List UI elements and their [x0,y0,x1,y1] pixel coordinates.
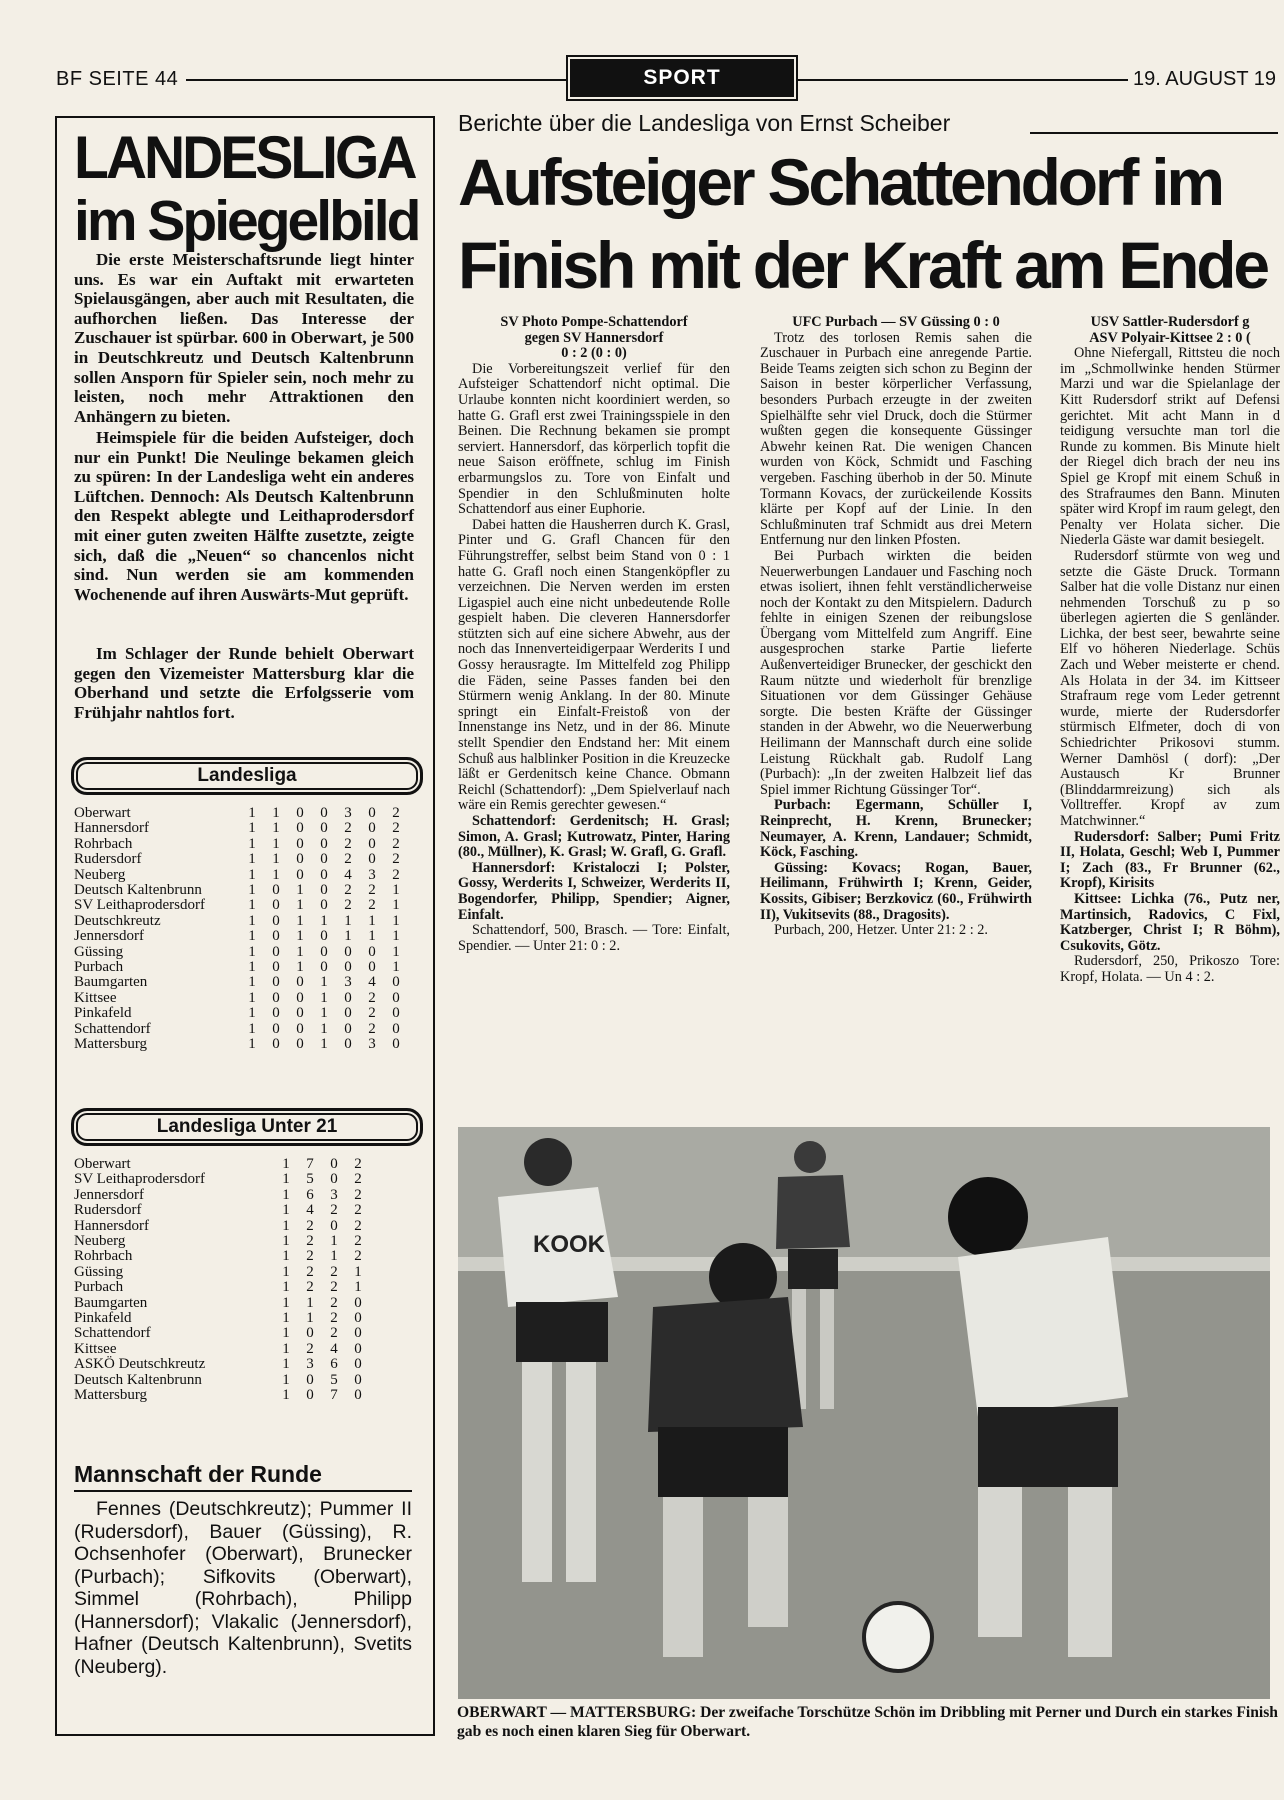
stat-cell: 0 [392,1005,400,1022]
table-row [74,821,408,836]
stat-cell: 0 [320,820,328,837]
stat-cell: 0 [272,897,280,914]
stat-cell: 1 [354,1263,362,1280]
match-heading: SV Photo Pompe-Schattendorf [500,314,688,330]
stat-cell: 0 [368,959,376,976]
stat-cell: 0 [272,943,280,960]
stat-cell: 2 [368,897,376,914]
stat-cell: 1 [282,1279,290,1296]
article-column-1 [458,314,730,954]
stat-cell: 1 [282,1371,290,1388]
stat-cell: 2 [354,1217,362,1234]
stat-cell: 0 [354,1294,362,1311]
stat-cell: 1 [296,943,304,960]
page-number: BF SEITE 44 [56,68,179,90]
stat-cell: 1 [272,866,280,883]
table-row [74,1326,370,1341]
table-row [74,914,408,929]
sidebar-paragraph: Heimspiele für die beiden Aufsteiger, doch nur ein Punkt! Die Neulinge bekamen gleich zu spüren: In der Landesliga weht ein anderes Lüftchen. Dennoch: Als Deutsch Kaltenbrunn den Respekt ablegte und Leithaprodersdorf mit einer guten zweiten Hälfte zusetzte, zeigte sich, daß die „Neuen“ so chancenlos nicht sind. Nun werden sie am kommenden Wochenende auf ihren Auswärts-Mut geprüft. [74,428,414,604]
stat-cell: 4 [330,1340,338,1357]
stat-cell: 2 [306,1340,314,1357]
stat-cell: 1 [282,1263,290,1280]
table-row [74,1296,370,1311]
team-name: Rudersdorf [74,1202,142,1219]
article-kicker: Berichte über die Landesliga von Ernst Scheiber [458,110,951,136]
team-of-round-text: Fennes (Deutschkreutz); Pummer II (Rudersdorf), Bauer (Güssing), R. Ochsenhofer (Oberwart), Brunecker (Purbach); Sifkovits (Oberwart), Simmel (Rohrbach), Philipp (Hannersdorf); Vlakalic (Jennersdorf), Hafner (Deutsch Kaltenbrunn), Svetits (Neuberg). [74,1498,412,1678]
standings-table [74,806,408,1053]
stat-cell: 0 [272,1036,280,1053]
stat-cell: 1 [296,897,304,914]
stat-cell: 0 [320,835,328,852]
table-row [74,1157,370,1172]
stat-cell: 1 [320,989,328,1006]
stat-cell: 6 [330,1356,338,1373]
sidebar-title: LANDESLIGA [74,124,415,192]
stat-cell: 2 [354,1233,362,1250]
team-name: Güssing [74,1263,124,1280]
stat-cell: 6 [306,1186,314,1203]
stat-cell: 3 [306,1356,314,1373]
article-paragraph: Die Vorbereitungszeit verlief für den Aufsteiger Schattendorf nicht optimal. Die Urlaube konnten nicht koordiniert werden, so hatte G. Grafl erst zwei Trainingsspiele in den Beinen. Die Rechnung bekamen sie prompt serviert. Hannersdorf, das körperlich topfit die neue Saison eröffnete, schlug im Finish erbarmungslos zu. Tore von Einfalt und Spendier in den Schlußminuten holte Schattendorf aus einer Euphorie. [458,360,730,518]
stat-cell: 4 [368,974,376,991]
stat-cell: 1 [248,989,256,1006]
stat-cell: 2 [306,1263,314,1280]
team-name: Rohrbach [74,835,133,852]
match-photo [458,1127,1270,1699]
stat-cell: 0 [296,835,304,852]
stat-cell: 0 [368,835,376,852]
team-name: Hannersdorf [74,820,149,837]
stat-cell: 1 [296,959,304,976]
stat-cell: 1 [320,1020,328,1037]
team-name: Neuberg [74,866,126,883]
stat-cell: 1 [354,1279,362,1296]
stat-cell: 5 [306,1171,314,1188]
stat-cell: 1 [368,928,376,945]
stat-cell: 0 [344,959,352,976]
stat-cell: 2 [368,1020,376,1037]
stat-cell: 2 [344,820,352,837]
stat-cell: 2 [354,1248,362,1265]
article-paragraph: Trotz des torlosen Remis sahen die Zuschauer in Purbach eine anregende Partie. Beide Teams zeigten sich schon zu Beginn der Saison in bester körperlicher Verfassung, besonders Purbach erzeugte in der zweiten Spielhälfte sehr viel Druck, doch die Stürmer wußten gegen die konsequente Güssinger Abwehr keinen Rat. Die wenigen Chancen wurden von Köck, Schmidt und Fasching vergeben. Fasching überhob in der 50. Minute Tormann Kovacs, der zurückeilende Kossits klärte per Kopf auf der Linie. In den Schlußminuten traf Schmidt aus drei Metern Entfernung nur den linken Pfosten. [760,329,1032,549]
shirt-sponsor: KOOK [533,1231,605,1258]
stat-cell: 1 [248,943,256,960]
stat-cell: 0 [296,1036,304,1053]
stat-cell: 2 [354,1186,362,1203]
article-column-2 [760,314,1032,939]
team-name: Purbach [74,959,124,976]
table-row [74,868,408,883]
stat-cell: 0 [354,1371,362,1388]
table-row [74,1006,408,1021]
stat-cell: 0 [320,866,328,883]
team-name: Mattersburg [74,1036,148,1053]
stat-cell: 0 [306,1371,314,1388]
table-row [74,1234,370,1249]
stat-cell: 1 [248,1020,256,1037]
stat-cell: 1 [248,897,256,914]
team-of-round-title: Mannschaft der Runde [74,1461,322,1487]
table-row [74,806,408,821]
match-heading: ASV Polyair-Kittsee 2 : 0 ( [1089,329,1251,346]
match-heading: UFC Purbach — SV Güssing 0 : 0 [792,314,1000,330]
table-row [74,883,408,898]
stat-cell: 0 [320,805,328,821]
stat-cell: 0 [344,1005,352,1022]
stat-cell: 0 [320,882,328,899]
stat-cell: 2 [392,820,400,837]
table-row [74,1357,370,1372]
stat-cell: 1 [248,805,256,821]
team-name: Jennersdorf [74,928,144,945]
stat-cell: 0 [272,882,280,899]
stat-cell: 0 [320,928,328,945]
stat-cell: 0 [296,851,304,868]
stat-cell: 2 [330,1279,338,1296]
stat-cell: 0 [296,805,304,821]
table-row [74,1022,408,1037]
stat-cell: 1 [272,851,280,868]
stat-cell: 0 [272,912,280,929]
stat-cell: 1 [330,1248,338,1265]
lineup-paragraph: Rudersdorf: Salber; Pumi Fritz II, Holata, Geschl; Web I, Pummer I; Zach (83., Fr Brunner (62., Kropf), Kirisits [1060,828,1280,892]
photo-caption: OBERWART — MATTERSBURG: Der zweifache Torschütze Schön im Dribbling mit Perner und Durch ein starkes Finish gab es noch einen klaren Sieg für Oberwart. [457,1704,1278,1740]
stat-cell: 2 [306,1248,314,1265]
stat-cell: 0 [344,1020,352,1037]
team-of-round-rule [74,1490,412,1492]
stat-cell: 1 [392,882,400,899]
stat-cell: 1 [248,928,256,945]
stat-cell: 5 [330,1371,338,1388]
stat-cell: 1 [272,805,280,821]
stat-cell: 2 [330,1263,338,1280]
stat-cell: 2 [392,866,400,883]
stat-cell: 0 [272,989,280,1006]
stat-cell: 0 [354,1387,362,1404]
stat-cell: 1 [320,1036,328,1053]
stat-cell: 1 [282,1202,290,1219]
stat-cell: 7 [306,1156,314,1172]
stat-cell: 0 [330,1217,338,1234]
stat-cell: 1 [296,882,304,899]
sidebar-paragraph: Im Schlager der Runde behielt Oberwart gegen den Vizemeister Mattersburg klar die Oberhand und setzte die Erfolgsserie vom Frühjahr nahtlos fort. [74,644,414,722]
article-paragraph: Dabei hatten die Hausherren durch K. Grasl, Pinter und G. Grafl Chancen für den Führungstreffer, selbst beim Stand von 0 : 1 hatte G. Grafl noch einen Stangenköpfler zu verzeichnen. Die Nerven werden im ersten Ligaspiel auch eine nicht unbedeutende Rolle gespielt haben. Die cleveren Hannersdorfer stützten sich auf eine sichere Abwehr, aus der noch das Innenverteidigerpaar Werderits I und Gossy herausragte. Im Mittelfeld zog Philipp die Fäden, seine Passes fanden bei den Stürmern wenig Anklang. In der 80. Minute springt ein Einfalt-Freistoß von der Innenstange ins Netz, und in der 86. Minute stellt Spendier den Endstand her: Mit einem Schuß aus halblinker Position in die Kreuzecke läßt er Gerdenitsch keine Chance. Obmann Reichl (Schattendorf): „Dem Spielverlauf nach wäre ein Remis gerechter gewesen.“ [458,516,730,814]
table-row [74,1280,370,1295]
u21-table-title: Landesliga Unter 21 [71,1108,423,1146]
stat-cell: 0 [320,943,328,960]
stat-cell: 1 [248,1036,256,1053]
stat-cell: 2 [330,1310,338,1327]
stat-cell: 1 [282,1217,290,1234]
stat-cell: 1 [248,820,256,837]
stat-cell: 1 [392,897,400,914]
stat-cell: 2 [344,897,352,914]
stat-cell: 2 [368,989,376,1006]
team-name: Oberwart [74,805,131,821]
stat-cell: 3 [344,974,352,991]
headline-line-1: Aufsteiger Schattendorf im [458,145,1222,219]
stat-cell: 0 [306,1325,314,1342]
stat-cell: 1 [282,1340,290,1357]
stat-cell: 1 [248,851,256,868]
table-row [74,1342,370,1357]
stat-cell: 2 [306,1217,314,1234]
photo-illustration [458,1127,1270,1699]
stat-cell: 1 [282,1356,290,1373]
stat-cell: 1 [344,928,352,945]
stat-cell: 0 [296,989,304,1006]
table-row [74,929,408,944]
table-row [74,1037,408,1052]
table-row [74,960,408,975]
stat-cell: 1 [282,1156,290,1172]
stat-cell: 0 [296,820,304,837]
stat-cell: 3 [368,866,376,883]
stat-cell: 0 [272,1020,280,1037]
stat-cell: 0 [330,1156,338,1172]
stat-cell: 1 [248,835,256,852]
stat-cell: 0 [344,1036,352,1053]
stat-cell: 1 [344,912,352,929]
table-row [74,1388,370,1403]
stat-cell: 1 [282,1248,290,1265]
stat-cell: 1 [320,912,328,929]
stat-cell: 0 [344,989,352,1006]
stat-cell: 0 [392,974,400,991]
stat-cell: 0 [344,943,352,960]
stat-cell: 2 [368,882,376,899]
team-name: Oberwart [74,1156,131,1172]
stat-cell: 0 [368,851,376,868]
headline-line-2: Finish mit der Kraft am Ende [458,228,1267,302]
stat-cell: 2 [330,1325,338,1342]
lineup-paragraph: Hannersdorf: Kristaloczi I; Polster, Gossy, Werderits I, Schweizer, Werderits II, Bogendorfer, Philipp, Spendier; Aigner, Einfalt. [458,859,730,923]
stat-cell: 4 [344,866,352,883]
stat-cell: 1 [282,1294,290,1311]
team-name: Hannersdorf [74,1217,149,1234]
header-rule-right [796,79,1128,81]
table-row [74,1373,370,1388]
stat-cell: 1 [306,1310,314,1327]
table-row [74,1188,370,1203]
table-row [74,991,408,1006]
stat-cell: 0 [368,820,376,837]
lineup-paragraph: Purbach: Egermann, Schüller I, Reinprecht, H. Krenn, Brunecker; Neumayer, A. Krenn, Landauer; Schmidt, Köck, Fasching. [760,797,1032,861]
stat-cell: 1 [272,835,280,852]
stat-cell: 1 [296,912,304,929]
stat-cell: 1 [392,943,400,960]
u21-standings-table [74,1157,370,1404]
team-name: Kittsee [74,1340,117,1357]
stat-cell: 1 [248,912,256,929]
stat-cell: 1 [368,912,376,929]
stat-cell: 1 [248,866,256,883]
stat-cell: 0 [306,1387,314,1404]
match-facts: Purbach, 200, Hetzer. Unter 21: 2 : 2. [774,922,989,939]
team-name: Schattendorf [74,1325,151,1342]
stat-cell: 1 [320,974,328,991]
team-name: Güssing [74,943,124,960]
team-name: SV Leithaprodersdorf [74,897,205,914]
stat-cell: 0 [272,1005,280,1022]
sidebar-subtitle: im Spiegelbild [74,189,419,253]
stat-cell: 2 [306,1233,314,1250]
stat-cell: 0 [354,1356,362,1373]
stat-cell: 3 [330,1186,338,1203]
stat-cell: 1 [330,1233,338,1250]
team-name: Kittsee [74,989,117,1006]
stat-cell: 1 [392,959,400,976]
stat-cell: 0 [296,974,304,991]
stat-cell: 0 [320,959,328,976]
stat-cell: 2 [354,1156,362,1172]
team-name: Deutsch Kaltenbrunn [74,882,202,899]
stat-cell: 4 [306,1202,314,1219]
stat-cell: 1 [282,1233,290,1250]
stat-cell: 1 [392,912,400,929]
stat-cell: 0 [296,866,304,883]
table-row [74,1219,370,1234]
sidebar-paragraph: Die erste Meisterschaftsrunde liegt hinter uns. Es war ein Auftakt mit erwarteten Spielausgängen, aber auch mit Resultaten, die aufhorchen ließen. Das Interesse der Zuschauer ist spürbar. 600 in Oberwart, je 500 in Deutschkreutz und Deutsch Kaltenbrunn sollen Ansporn für Spieler sein, noch mehr zu leisten, noch mehr Attraktionen den Anhängern zu bieten. [74,250,414,426]
team-name: Purbach [74,1279,124,1296]
stat-cell: 0 [296,1020,304,1037]
stat-cell: 2 [344,851,352,868]
stat-cell: 0 [296,1005,304,1022]
header-rule-left [186,79,568,81]
lineup-paragraph: Güssing: Kovacs; Rogan, Bauer, Heilimann, Frühwirth I; Krenn, Geider, Kossits, Gibiser; Berzkovicz (60., Frühwirth II), Vukitsevits (88., Dragosits). [760,859,1032,923]
stat-cell: 3 [368,1036,376,1053]
table-row [74,837,408,852]
stat-cell: 1 [248,959,256,976]
article-paragraph: Bei Purbach wirkten die beiden Neuerwerbungen Landauer und Fasching noch etwas isoliert, ihnen fehlt verständlicherweise noch der Kontakt zu den Mitspielern. Dadurch fehlte in einigen Szenen der reibungslose Übergang vom Mittelfeld zum Angriff. Eine ausgesprochen starke Partie lieferte Außenverteidiger Brunecker, der geschickt den Raum nützte und wiederholt für brenzlige Situationen vor dem Güssinger Gehäuse sorgte. Die besten Kräfte der Güssinger standen in der Abwehr, wo die Neuerwerbung Heilimann der Mannschaft durch eine solide Leistung Rückhalt gab. Rudolf Lang (Purbach): „In der zweiten Halbzeit lief das Spiel immer Richtung Güssinger Tor“. [760,547,1032,798]
stat-cell: 0 [272,974,280,991]
article-paragraph: Ohne Niefergall, Rittsteu die noch im „Schmollwinke henden Stürmer Marzi und war die Spielanlage der Kitt Rudersdorf strikt auf Defensi gerichtet. Mit acht Mann in d teidigung versuchte man torl die Runde zu kommen. Bis Minute hielt der Riegel dich brach der neu ins Spiel ge Kropf mit einem Schuß in des Strafraumes den Bann. Minuten später wird Kropf im raum gelegt, den Penalty ver Holata sicher. Die Niederla Gäste war damit besiegelt. [1060,345,1280,549]
stat-cell: 2 [354,1171,362,1188]
stat-cell: 1 [306,1294,314,1311]
kicker-rule [1030,132,1278,134]
match-facts: Schattendorf, 500, Brasch. — Tore: Einfalt, Spendier. — Unter 21: 0 : 2. [458,922,730,954]
team-name: Mattersburg [74,1387,148,1404]
stat-cell: 1 [272,820,280,837]
stat-cell: 7 [330,1387,338,1404]
stat-cell: 2 [392,851,400,868]
team-name: Deutschkreutz [74,912,161,929]
stat-cell: 2 [354,1202,362,1219]
match-heading: USV Sattler-Rudersdorf g [1090,314,1250,330]
stat-cell: 1 [282,1310,290,1327]
stat-cell: 1 [320,1005,328,1022]
stat-cell: 2 [306,1279,314,1296]
stat-cell: 0 [354,1310,362,1327]
stat-cell: 0 [392,1036,400,1053]
lineup-paragraph: Kittsee: Lichka (76., Putz ner, Martinsich, Radovics, C Fixl, Katzberger, Christ I; R Böhm), Csukovits, Götz. [1060,890,1280,954]
table-row [74,975,408,990]
stat-cell: 0 [320,851,328,868]
team-name: ASKÖ Deutschkreutz [74,1356,206,1373]
stat-cell: 1 [282,1387,290,1404]
stat-cell: 0 [354,1340,362,1357]
football [864,1603,932,1671]
stat-cell: 1 [392,928,400,945]
stat-cell: 2 [392,835,400,852]
stat-cell: 0 [368,805,376,821]
stat-cell: 2 [368,1005,376,1022]
table-row [74,1203,370,1218]
issue-date: 19. AUGUST 19 [1133,68,1277,90]
stat-cell: 0 [272,928,280,945]
stat-cell: 1 [248,974,256,991]
table-row [74,1172,370,1187]
stat-cell: 2 [330,1294,338,1311]
table-row [74,1265,370,1280]
team-name: Rohrbach [74,1248,133,1265]
table-row [74,945,408,960]
stat-cell: 2 [344,835,352,852]
team-name: SV Leithaprodersdorf [74,1171,205,1188]
team-name: Deutsch Kaltenbrunn [74,1371,202,1388]
section-label: SPORT [570,59,794,97]
team-name: Rudersdorf [74,851,142,868]
lineup-paragraph: Schattendorf: Gerdenitsch; H. Grasl; Simon, A. Grasl; Kutrowatz, Pinter, Haring (80., Müllner), K. Grasl; W. Grafl, G. Grafl. [458,813,730,861]
stat-cell: 1 [282,1171,290,1188]
match-facts: Rudersdorf, 250, Prikoszo Tore: Kropf, Holata. — Un 4 : 2. [1060,953,1280,985]
stat-cell: 1 [248,882,256,899]
team-name: Baumgarten [74,1294,148,1311]
team-name: Schattendorf [74,1020,151,1037]
article-column-3 [1060,314,1280,985]
stat-cell: 0 [330,1171,338,1188]
team-name: Baumgarten [74,974,148,991]
stat-cell: 0 [392,989,400,1006]
stat-cell: 2 [330,1202,338,1219]
table-row [74,898,408,913]
stat-cell: 0 [354,1325,362,1342]
stat-cell: 3 [344,805,352,821]
stat-cell: 1 [296,928,304,945]
table-row [74,1249,370,1264]
stat-cell: 1 [248,1005,256,1022]
stat-cell: 0 [272,959,280,976]
table-row [74,852,408,867]
stat-cell: 2 [392,805,400,821]
table-row [74,1311,370,1326]
team-name: Jennersdorf [74,1186,144,1203]
stat-cell: 2 [344,882,352,899]
stat-cell: 1 [282,1186,290,1203]
standings-table-title: Landesliga [71,757,423,795]
team-name: Neuberg [74,1233,126,1250]
article-paragraph: Rudersdorf stürmte von weg und setzte die Gäste Druck. Tormann Salber hat die volle Distanz nur einen nehmenden Torschuß zu p so überlegen agierten die S genländer. Lichka, der best seer, bewahrte seine Elf vo höheren Niederlage. Schüs Zach und Weber meisterte er chend. Als Holata in der 34. im Kittseer Strafraum rege vom Leder getrennt wurde, mierte der Rudersdorfer stürmisch Elfmeter, doch di von Schiedrichter Prikosovi stumm. Werner Damhösl ( dorf): „Der Austausch Kr Brunner (Blinddarmreizung) sich als Volltreffer. Kropf av zum Matchwinner.“ [1060,547,1280,829]
stat-cell: 0 [320,897,328,914]
match-heading: gegen SV Hannersdorf [524,329,664,346]
team-name: Pinkafeld [74,1310,132,1327]
stat-cell: 0 [392,1020,400,1037]
team-name: Pinkafeld [74,1005,132,1022]
match-score: 0 : 2 (0 : 0) [561,345,627,362]
stat-cell: 1 [282,1325,290,1342]
stat-cell: 0 [368,943,376,960]
